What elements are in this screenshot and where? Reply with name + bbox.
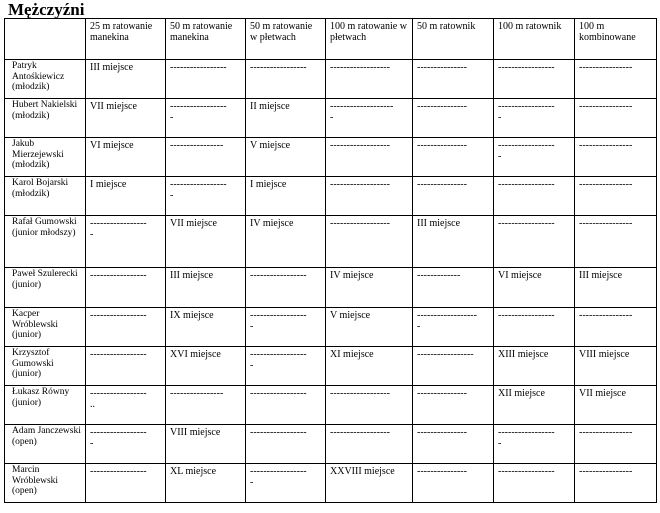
result-cell: II miejsce [246, 99, 326, 138]
result-cell: ------------------ [326, 138, 413, 177]
result-cell: III miejsce [413, 216, 494, 268]
result-cell: XL miejsce [166, 464, 246, 503]
result-cell: VIII miejsce [575, 347, 657, 386]
result-cell: VI miejsce [494, 268, 575, 308]
result-cell: IV miejsce [246, 216, 326, 268]
result-cell: ---------------- [575, 177, 657, 216]
result-cell: ----------------- [494, 464, 575, 503]
result-cell: XVI miejsce [166, 347, 246, 386]
result-cell: ------------------ [326, 425, 413, 464]
header-cell-empty [5, 19, 86, 60]
result-cell: ----------------- [86, 268, 166, 308]
result-cell: III miejsce [86, 60, 166, 99]
result-cell: --------------- [413, 60, 494, 99]
table-row [5, 347, 657, 386]
athlete-name-cell: Karol Bojarski (młodzik) [5, 177, 86, 216]
result-cell: ----------------- - [494, 138, 575, 177]
header-cell: 100 m ratowanie w płetwach [326, 19, 413, 60]
result-cell: ----------------- - [246, 347, 326, 386]
result-cell: I miejsce [246, 177, 326, 216]
result-cell: --------------- [413, 99, 494, 138]
athlete-name-cell: Łukasz Równy (junior) [5, 386, 86, 425]
result-cell: ----------------- [494, 216, 575, 268]
result-cell: ------------------ [326, 177, 413, 216]
result-cell: ----------------- - [246, 464, 326, 503]
result-cell: ---------------- [575, 99, 657, 138]
result-cell: --------------- [413, 386, 494, 425]
result-cell: I miejsce [86, 177, 166, 216]
athlete-name-cell: Kacper Wróblewski (junior) [5, 308, 86, 347]
result-cell: ---------------- [575, 464, 657, 503]
result-cell: --------------- [413, 425, 494, 464]
result-cell: III miejsce [575, 268, 657, 308]
header-cell: 50 m ratowanie manekina [166, 19, 246, 60]
header-cell: 100 m kombinowane [575, 19, 657, 60]
result-cell: ----------------- - [246, 308, 326, 347]
result-cell: ----------------- [166, 60, 246, 99]
result-cell: ----------------- [246, 268, 326, 308]
result-cell: ---------------- [575, 138, 657, 177]
result-cell: VII miejsce [86, 99, 166, 138]
table-row [5, 99, 657, 138]
result-cell: ---------------- [575, 425, 657, 464]
header-cell: 50 m ratowanie w płetwach [246, 19, 326, 60]
athlete-name-cell: Hubert Nakielski (młodzik) [5, 99, 86, 138]
table-row [5, 425, 657, 464]
header-cell: 100 m ratownik [494, 19, 575, 60]
result-cell: ------------------ [326, 216, 413, 268]
table-row [5, 138, 657, 177]
result-cell: ---------------- [575, 60, 657, 99]
table-row [5, 60, 657, 99]
result-cell: IV miejsce [326, 268, 413, 308]
result-cell: ----------------- [246, 60, 326, 99]
result-cell: ----------------- - [494, 99, 575, 138]
table-row [5, 464, 657, 503]
result-cell: ----------------- [494, 177, 575, 216]
athlete-name-cell: Rafał Gumowski (junior młodszy) [5, 216, 86, 268]
result-cell: ----------------- [246, 386, 326, 425]
result-cell: XI miejsce [326, 347, 413, 386]
results-table [4, 18, 657, 503]
result-cell: V miejsce [246, 138, 326, 177]
result-cell: VII miejsce [166, 216, 246, 268]
result-cell: XIII miejsce [494, 347, 575, 386]
result-cell: ----------------- .. [86, 386, 166, 425]
result-cell: ----------------- - [166, 99, 246, 138]
result-cell: ------------------- - [326, 99, 413, 138]
page-title: Mężczyźni [8, 0, 85, 19]
header-cell: 25 m ratowanie manekina [86, 19, 166, 60]
result-cell: ----------------- [494, 308, 575, 347]
result-cell: ------------------ - [413, 308, 494, 347]
athlete-name-cell: Paweł Szulerecki (junior) [5, 268, 86, 308]
result-cell: ------------- [413, 268, 494, 308]
athlete-name-cell: Krzysztof Gumowski (junior) [5, 347, 86, 386]
result-cell: ----------------- - [86, 216, 166, 268]
result-cell: ----------------- [86, 347, 166, 386]
result-cell: VII miejsce [575, 386, 657, 425]
result-cell: ----------------- [86, 464, 166, 503]
table-row [5, 177, 657, 216]
header-cell: 50 m ratownik [413, 19, 494, 60]
athlete-name-cell: Jakub Mierzejewski (młodzik) [5, 138, 86, 177]
result-cell: ---------------- [166, 138, 246, 177]
athlete-name-cell: Marcin Wróblewski (open) [5, 464, 86, 503]
result-cell: ---------------- [575, 216, 657, 268]
table-row [5, 308, 657, 347]
result-cell: ----------------- [246, 425, 326, 464]
table-row [5, 386, 657, 425]
result-cell: ---------------- [166, 386, 246, 425]
header-row [5, 19, 657, 60]
result-cell: ----------------- [86, 308, 166, 347]
athlete-name-cell: Adam Janczewski (open) [5, 425, 86, 464]
table-row [5, 216, 657, 268]
result-cell: ----------------- - [166, 177, 246, 216]
result-cell: --------------- [413, 138, 494, 177]
result-cell: III miejsce [166, 268, 246, 308]
result-cell: --------------- [413, 177, 494, 216]
result-cell: ----------------- [494, 60, 575, 99]
result-cell: VIII miejsce [166, 425, 246, 464]
result-cell: ----------------- [413, 347, 494, 386]
result-cell: VI miejsce [86, 138, 166, 177]
result-cell: IX miejsce [166, 308, 246, 347]
result-cell: XXVIII miejsce [326, 464, 413, 503]
result-cell: ------------------ [326, 386, 413, 425]
table-row [5, 268, 657, 308]
result-cell: ------------------ [326, 60, 413, 99]
result-cell: ----------------- - [494, 425, 575, 464]
athlete-name-cell: Patryk Antośkiewicz (młodzik) [5, 60, 86, 99]
result-cell: --------------- [413, 464, 494, 503]
result-cell: V miejsce [326, 308, 413, 347]
result-cell: ---------------- [575, 308, 657, 347]
result-cell: ----------------- - [86, 425, 166, 464]
result-cell: XII miejsce [494, 386, 575, 425]
